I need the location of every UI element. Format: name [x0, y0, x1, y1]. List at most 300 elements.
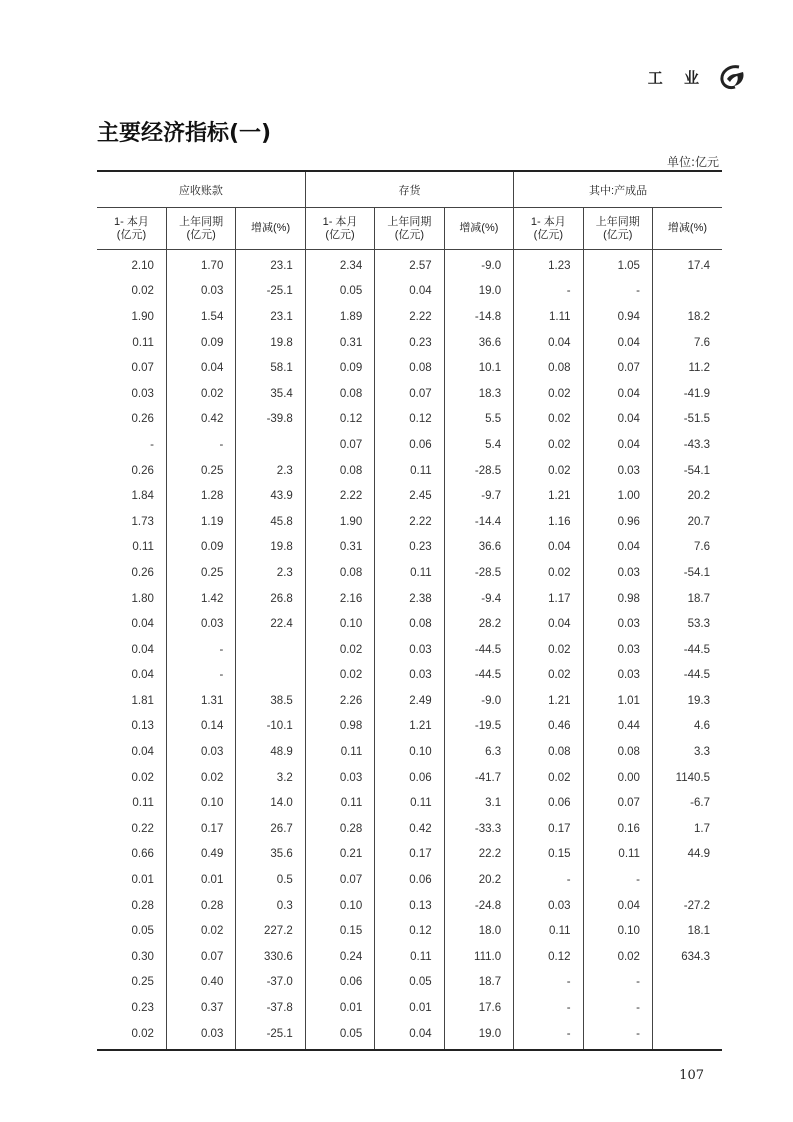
table-cell: 0.24	[305, 944, 374, 970]
table-cell: 0.11	[97, 790, 166, 816]
table-cell: 0.09	[166, 330, 235, 356]
table-cell: 38.5	[236, 688, 305, 714]
table-cell: 0.03	[583, 663, 652, 689]
page-number: 107	[679, 1068, 704, 1083]
table-cell: 0.26	[97, 458, 166, 484]
table-cell: -6.7	[690, 797, 710, 810]
table-cell: 26.7	[236, 816, 305, 842]
table-cell: 0.08	[305, 560, 374, 586]
sub-header-text: 1- 本月	[530, 215, 566, 228]
sub-header-text: 上年同期	[387, 215, 432, 228]
sub-header-text: 增减(%)	[251, 222, 291, 234]
table-cell: 0.98	[305, 714, 374, 740]
table-cell: 0.11	[375, 944, 444, 970]
table-cell: -37.8	[236, 995, 305, 1021]
table-row	[97, 637, 722, 663]
table-cell: 0.03	[375, 663, 444, 689]
table-row	[97, 279, 722, 305]
table-cell: -	[583, 867, 652, 893]
table-cell: 28.2	[444, 611, 513, 637]
table-cell: 1.23	[514, 250, 583, 279]
table-cell: 0.07	[305, 432, 374, 458]
table-cell: 23.1	[236, 304, 305, 330]
table-cell: 0.08	[375, 611, 444, 637]
table-cell: 4.6	[694, 720, 710, 733]
table-cell: 0.03	[583, 458, 652, 484]
table-cell: 0.02	[514, 432, 583, 458]
table-row	[97, 509, 722, 535]
table-cell: -25.1	[236, 1021, 305, 1051]
table-cell: 1140.5	[675, 771, 710, 784]
table-cell: -14.4	[444, 509, 513, 535]
sub-header-cell	[236, 208, 305, 250]
table-cell: 0.02	[514, 637, 583, 663]
table-cell: 0.01	[97, 867, 166, 893]
table-cell: 0.23	[375, 330, 444, 356]
table-row	[97, 867, 722, 893]
table-cell: 0.02	[514, 765, 583, 791]
table-cell: 330.6	[236, 944, 305, 970]
table-cell: 1.54	[166, 304, 235, 330]
table-cell: 0.12	[514, 944, 583, 970]
sub-header-row	[97, 208, 722, 250]
table-cell: 1.90	[305, 509, 374, 535]
table-row	[97, 893, 722, 919]
table-cell: 0.66	[97, 842, 166, 868]
table-cell: 0.04	[583, 432, 652, 458]
table-cell: 2.22	[375, 304, 444, 330]
table-cell: 0.23	[375, 535, 444, 561]
table-cell: 0.02	[166, 381, 235, 407]
sub-header-text: 上年同期	[179, 215, 224, 228]
table-cell: -14.8	[444, 304, 513, 330]
table-cell: 26.8	[236, 586, 305, 612]
table-cell: 0.17	[514, 816, 583, 842]
table-cell: 19.3	[687, 694, 710, 707]
table-cell: 227.2	[236, 918, 305, 944]
table-cell: -9.0	[444, 250, 513, 279]
table-cell: 0.14	[166, 714, 235, 740]
table-cell: 2.3	[236, 458, 305, 484]
table-cell: -	[583, 1021, 652, 1051]
group-header-finished-goods: 其中:产成品	[514, 171, 722, 208]
table-cell: 1.21	[514, 688, 583, 714]
table-cell: 35.6	[236, 842, 305, 868]
table-cell: 0.04	[583, 381, 652, 407]
sub-header-text: 1- 本月	[114, 215, 149, 228]
table-cell: 7.6	[694, 336, 710, 349]
table-row	[97, 918, 722, 944]
table-cell: 0.04	[583, 535, 652, 561]
table-cell: 0.28	[305, 816, 374, 842]
table-cell: 0.04	[97, 739, 166, 765]
table-cell: 0.03	[583, 611, 652, 637]
table-cell: -54.1	[683, 464, 710, 477]
table-cell: 1.84	[97, 483, 166, 509]
table-cell: 1.80	[97, 586, 166, 612]
table-cell: 0.03	[166, 611, 235, 637]
sub-header-cell	[583, 208, 652, 250]
table-row	[97, 765, 722, 791]
table-cell: 0.02	[514, 381, 583, 407]
table-cell: 0.03	[166, 739, 235, 765]
table-row	[97, 995, 722, 1021]
table-row	[97, 381, 722, 407]
table-cell: -33.3	[444, 816, 513, 842]
table-cell: -	[97, 432, 166, 458]
table-cell: 0.11	[375, 560, 444, 586]
table-cell: 1.00	[583, 483, 652, 509]
table-cell: 36.6	[444, 535, 513, 561]
table-cell: 17.6	[444, 995, 513, 1021]
table-cell: 0.37	[166, 995, 235, 1021]
table-cell: -41.7	[444, 765, 513, 791]
table-cell	[652, 279, 722, 305]
table-cell: 0.08	[375, 355, 444, 381]
table-cell: 634.3	[681, 950, 710, 963]
table-cell: 0.22	[97, 816, 166, 842]
table-body	[97, 250, 722, 1051]
table-cell: -	[514, 867, 583, 893]
table-cell: 19.8	[236, 535, 305, 561]
table-cell: 0.02	[583, 944, 652, 970]
table-cell: 0.12	[375, 407, 444, 433]
table-cell: 18.3	[444, 381, 513, 407]
table-cell	[236, 637, 305, 663]
table-cell: 0.96	[583, 509, 652, 535]
group-header-row	[97, 171, 722, 208]
table-cell: 0.11	[97, 535, 166, 561]
table-cell: 0.01	[375, 995, 444, 1021]
table-cell: 0.06	[514, 790, 583, 816]
table-cell: 0.5	[236, 867, 305, 893]
table-cell: 18.1	[687, 925, 710, 938]
table-cell: 1.42	[166, 586, 235, 612]
table-cell: 18.7	[687, 592, 710, 605]
table-cell: -10.1	[236, 714, 305, 740]
table-cell: 1.28	[166, 483, 235, 509]
table-cell: 48.9	[236, 739, 305, 765]
table-cell: 1.81	[97, 688, 166, 714]
table-cell	[652, 867, 722, 893]
table-row	[97, 304, 722, 330]
table-cell: 19.8	[236, 330, 305, 356]
table-cell: 0.23	[97, 995, 166, 1021]
table-cell: 0.05	[305, 1021, 374, 1051]
table-cell: 7.6	[694, 541, 710, 554]
table-cell: 0.08	[305, 381, 374, 407]
table-cell: -44.5	[683, 669, 710, 682]
table-cell: 0.03	[97, 381, 166, 407]
table-cell: 1.90	[97, 304, 166, 330]
table-cell: -	[583, 995, 652, 1021]
table-row	[97, 560, 722, 586]
table-cell: -44.5	[683, 643, 710, 656]
table-cell: 0.12	[305, 407, 374, 433]
sub-header-text: (亿元)	[186, 228, 216, 241]
table-row	[97, 816, 722, 842]
sub-header-text: 上年同期	[595, 215, 640, 228]
sub-header-text: (亿元)	[116, 228, 147, 241]
indicators-table	[97, 170, 722, 1051]
table-row	[97, 611, 722, 637]
table-cell: 0.49	[166, 842, 235, 868]
table-cell: 0.10	[583, 918, 652, 944]
table-cell: 0.03	[305, 765, 374, 791]
table-row	[97, 714, 722, 740]
table-row	[97, 1021, 722, 1051]
table-cell: 1.21	[375, 714, 444, 740]
table-cell: -44.5	[444, 663, 513, 689]
table-cell: 0.02	[166, 918, 235, 944]
table-cell: 20.7	[687, 515, 710, 528]
table-cell: -27.2	[683, 899, 710, 912]
table-cell: 5.5	[444, 407, 513, 433]
table-cell: 0.07	[583, 355, 652, 381]
table-cell: 0.13	[97, 714, 166, 740]
sub-header-text: 增减(%)	[459, 222, 499, 234]
table-cell: 6.3	[444, 739, 513, 765]
table-cell: 0.02	[514, 663, 583, 689]
table-cell: 0.08	[305, 458, 374, 484]
table-cell: -	[514, 1021, 583, 1051]
table-row	[97, 330, 722, 356]
table-cell: 0.11	[375, 790, 444, 816]
table-cell: 0.00	[583, 765, 652, 791]
table-cell: 111.0	[444, 944, 513, 970]
table-cell: 23.1	[236, 250, 305, 279]
sub-header-text: (亿元)	[325, 228, 355, 241]
table-cell: 0.06	[375, 765, 444, 791]
table-row	[97, 535, 722, 561]
table-cell: 0.15	[514, 842, 583, 868]
table-cell: 0.09	[166, 535, 235, 561]
table-cell: 1.19	[166, 509, 235, 535]
table-cell: -	[514, 279, 583, 305]
table-cell: 0.28	[166, 893, 235, 919]
table-cell: 0.25	[166, 458, 235, 484]
table-cell: 43.9	[236, 483, 305, 509]
sub-header-cell	[166, 208, 235, 250]
table-cell: 2.26	[305, 688, 374, 714]
table-cell: 0.3	[236, 893, 305, 919]
table-cell: 0.02	[97, 765, 166, 791]
table-cell: 0.04	[375, 1021, 444, 1051]
table-cell: 53.3	[687, 618, 710, 631]
table-cell: 2.22	[375, 509, 444, 535]
table-row	[97, 250, 722, 279]
table-cell: 0.04	[166, 355, 235, 381]
table-cell: -	[514, 995, 583, 1021]
table-row	[97, 944, 722, 970]
table-cell: 0.02	[97, 1021, 166, 1051]
table-cell: 10.1	[444, 355, 513, 381]
table-cell: 1.70	[166, 250, 235, 279]
running-header	[648, 64, 747, 90]
table-cell: 0.08	[514, 355, 583, 381]
table-cell: 2.22	[305, 483, 374, 509]
table-cell: 0.07	[305, 867, 374, 893]
table-cell: -	[514, 970, 583, 996]
table-cell: 0.03	[166, 1021, 235, 1051]
table-cell: 1.05	[583, 250, 652, 279]
table-cell: 44.9	[687, 848, 710, 861]
table-cell: 0.06	[375, 867, 444, 893]
table-cell: 0.21	[305, 842, 374, 868]
table-cell: 0.30	[97, 944, 166, 970]
table-cell: 0.02	[514, 407, 583, 433]
table-cell: 0.07	[166, 944, 235, 970]
table-cell: 0.13	[375, 893, 444, 919]
sub-header-cell	[97, 208, 166, 250]
table-cell	[236, 432, 305, 458]
unit-label: 单位:亿元	[666, 155, 719, 169]
table-cell: -	[583, 279, 652, 305]
table-cell: 0.25	[97, 970, 166, 996]
table-cell: 2.45	[375, 483, 444, 509]
table-cell: 20.2	[687, 490, 710, 503]
table-cell: 2.38	[375, 586, 444, 612]
table-cell: -9.7	[444, 483, 513, 509]
table-cell: 0.02	[305, 663, 374, 689]
table-cell: 0.04	[583, 407, 652, 433]
sub-header-cell	[305, 208, 374, 250]
table-cell: -44.5	[444, 637, 513, 663]
table-row	[97, 739, 722, 765]
table-cell: 0.31	[305, 330, 374, 356]
table-cell: 0.07	[375, 381, 444, 407]
table-cell: 0.17	[166, 816, 235, 842]
table-cell: 0.06	[305, 970, 374, 996]
table-cell: -51.5	[683, 413, 710, 426]
table-cell: 0.01	[305, 995, 374, 1021]
table-cell: 0.03	[583, 560, 652, 586]
table-row	[97, 483, 722, 509]
table-cell: 0.05	[375, 970, 444, 996]
table-cell: -28.5	[444, 560, 513, 586]
table-cell: 1.17	[514, 586, 583, 612]
table-cell: 1.01	[583, 688, 652, 714]
sub-header-cell	[444, 208, 513, 250]
table-cell: 0.05	[305, 279, 374, 305]
table-cell: 0.44	[583, 714, 652, 740]
table-cell: 0.04	[97, 611, 166, 637]
table-row	[97, 355, 722, 381]
table-cell: 18.0	[444, 918, 513, 944]
table-cell: 11.2	[688, 362, 710, 375]
table-cell: 2.16	[305, 586, 374, 612]
table-cell: 0.10	[166, 790, 235, 816]
table-cell	[652, 1021, 722, 1051]
table-cell: 0.03	[583, 637, 652, 663]
table-cell: 0.98	[583, 586, 652, 612]
table-cell: 2.49	[375, 688, 444, 714]
table-cell: 0.04	[375, 279, 444, 305]
table-cell: 19.0	[444, 279, 513, 305]
sub-header-text: (亿元)	[533, 228, 563, 241]
sub-header-text: (亿元)	[394, 228, 425, 241]
table-cell: 0.10	[305, 893, 374, 919]
table-cell: 2.34	[305, 250, 374, 279]
sub-header-text: (亿元)	[603, 228, 633, 241]
table-cell: 1.11	[514, 304, 583, 330]
table-cell: 19.0	[444, 1021, 513, 1051]
table-cell: 1.73	[97, 509, 166, 535]
table-cell: 22.2	[444, 842, 513, 868]
table-cell: 0.03	[166, 279, 235, 305]
table-cell: 0.04	[514, 611, 583, 637]
table-cell: 0.46	[514, 714, 583, 740]
table-cell: 1.7	[694, 822, 710, 835]
table-cell: -	[583, 970, 652, 996]
table-cell: 0.04	[514, 535, 583, 561]
page-title: 主要经济指标(一)	[97, 121, 272, 146]
table-cell: -43.3	[683, 438, 710, 451]
table-cell: 20.2	[444, 867, 513, 893]
table-cell: 0.04	[97, 637, 166, 663]
table-cell: 0.11	[375, 458, 444, 484]
table-cell: 0.42	[166, 407, 235, 433]
table-cell: -	[166, 663, 235, 689]
table-cell	[236, 663, 305, 689]
table-cell: 0.05	[97, 918, 166, 944]
table-cell: 0.16	[583, 816, 652, 842]
group-header-inventory: 存货	[305, 171, 513, 208]
table-cell: 0.04	[97, 663, 166, 689]
table-cell: 0.28	[97, 893, 166, 919]
table-cell: 18.7	[444, 970, 513, 996]
table-cell: 0.03	[375, 637, 444, 663]
sub-header-cell	[514, 208, 583, 250]
table-cell: 1.21	[514, 483, 583, 509]
table-row	[97, 586, 722, 612]
table-cell: -	[166, 637, 235, 663]
table-cell: -9.4	[444, 586, 513, 612]
table-cell: 0.17	[375, 842, 444, 868]
table-cell: 0.10	[305, 611, 374, 637]
table-cell: 0.11	[514, 918, 583, 944]
table-cell: -28.5	[444, 458, 513, 484]
table-cell: -37.0	[236, 970, 305, 996]
table-cell: 0.07	[583, 790, 652, 816]
table-cell: 0.11	[97, 330, 166, 356]
table-cell: 2.10	[97, 250, 166, 279]
table-cell: 35.4	[236, 381, 305, 407]
table-cell: -	[166, 432, 235, 458]
table-cell: 0.03	[514, 893, 583, 919]
table-cell: -24.8	[444, 893, 513, 919]
table-cell: 0.02	[305, 637, 374, 663]
table-cell: 0.04	[583, 330, 652, 356]
table-cell: 58.1	[236, 355, 305, 381]
table-cell: 0.15	[305, 918, 374, 944]
table-cell: 1.31	[166, 688, 235, 714]
table-cell: 0.02	[166, 765, 235, 791]
table-cell: -39.8	[236, 407, 305, 433]
table-cell: 1.89	[305, 304, 374, 330]
table-cell	[652, 970, 722, 996]
table-cell: 5.4	[444, 432, 513, 458]
section-label: 工 业	[647, 68, 707, 87]
table-cell: 0.01	[166, 867, 235, 893]
sub-header-text: 1- 本月	[322, 215, 358, 228]
table-cell: 0.40	[166, 970, 235, 996]
table-row	[97, 663, 722, 689]
table-cell: 36.6	[444, 330, 513, 356]
table-cell: 3.3	[694, 746, 710, 759]
table-cell: 0.02	[97, 279, 166, 305]
table-cell: 14.0	[236, 790, 305, 816]
